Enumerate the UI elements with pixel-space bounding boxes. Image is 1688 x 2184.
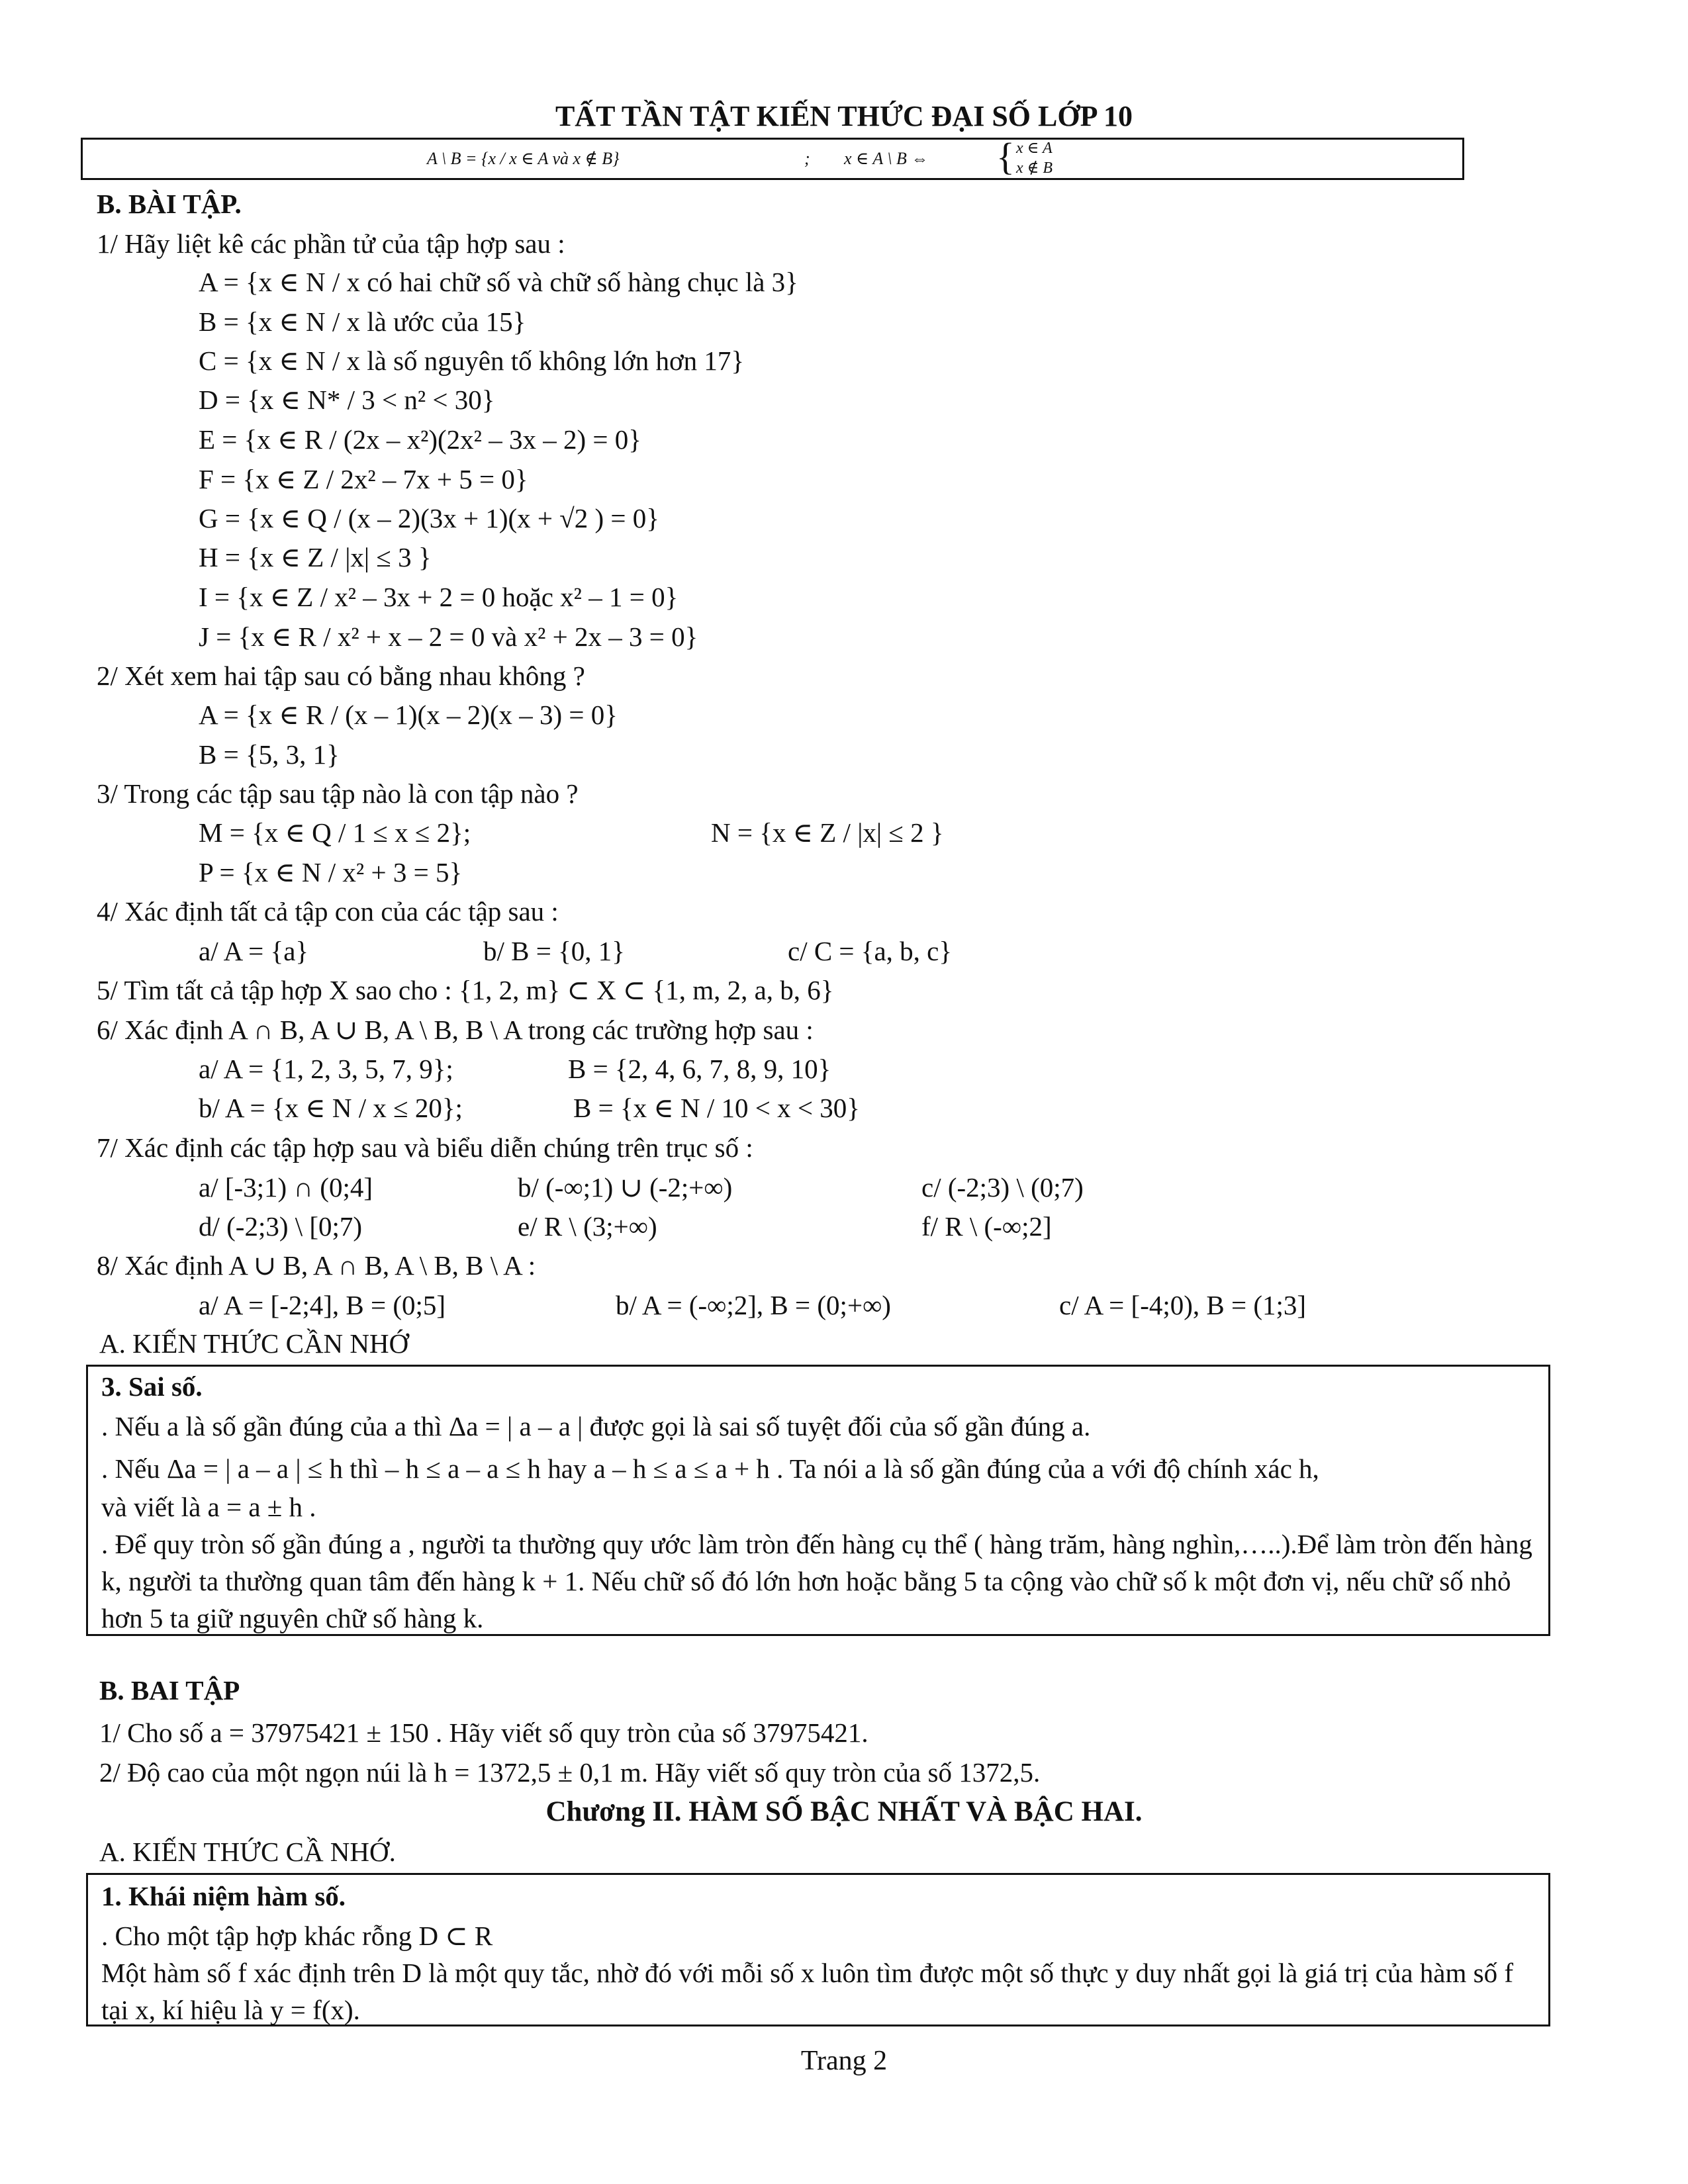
brace-icon: { xyxy=(996,135,1015,178)
b2-question-1: 1/ Cho số a = 37975421 ± 150 . Hãy viết số quy tròn của số 37975421. xyxy=(99,1717,868,1748)
q1-item-c: C = {x ∈ N / x là số nguyên tố không lớn hơn 17} xyxy=(199,345,745,376)
section-b2-heading: B. BAI TẬP xyxy=(99,1675,240,1706)
q6-b-set-b: B = {x ∈ N / 10 < x < 30} xyxy=(573,1093,860,1123)
error-box xyxy=(86,1365,1550,1636)
q1-item-d: D = {x ∈ N* / 3 < n² < 30} xyxy=(199,385,495,415)
q1-item-i: I = {x ∈ Z / x² – 3x + 2 = 0 hoặc x² – 1 = 0} xyxy=(199,582,679,612)
q1-item-f: F = {x ∈ Z / 2x² – 7x + 5 = 0} xyxy=(199,464,528,494)
q1-item-g: G = {x ∈ Q / (x – 2)(3x + 1)(x + √2 ) = 0} xyxy=(199,503,659,533)
q7-part-f: f/ R \ (-∞;2] xyxy=(921,1211,1052,1242)
question-2: 2/ Xét xem hai tập sau có bằng nhau không ? xyxy=(97,660,585,691)
question-4: 4/ Xác định tất cả tập con của các tập sau : xyxy=(97,896,559,927)
q7-part-e: e/ R \ (3;+∞) xyxy=(518,1211,657,1242)
question-1: 1/ Hãy liệt kê các phần tử của tập hợp sau : xyxy=(97,228,565,259)
q4-part-b: b/ B = {0, 1} xyxy=(483,936,625,966)
function-box xyxy=(86,1873,1550,2026)
q7-part-c: c/ (-2;3) \ (0;7) xyxy=(921,1172,1084,1203)
formula-brace-top: x ∈ A xyxy=(1016,140,1053,157)
q1-item-e: E = {x ∈ R / (2x – x²)(2x² – 3x – 2) = 0} xyxy=(199,424,641,455)
q1-item-a: A = {x ∈ N / x có hai chữ số và chữ số hàng chục là 3} xyxy=(199,267,798,297)
q7-part-b: b/ (-∞;1) ∪ (-2;+∞) xyxy=(518,1172,733,1203)
chapter-subheading: A. KIẾN THỨC CẦ NHỚ. xyxy=(99,1837,396,1867)
formula-brace-bottom: x ∉ B xyxy=(1016,159,1053,177)
error-para-4: . Để quy tròn số gần đúng a , người ta thường quy ước làm tròn đến hàng cụ thể ( hàng trăm, hàng nghìn,…..).Để làm tròn đến hàng k, người ta thường quan tâm đến hàng k + 1. Nếu chữ số đó lớn hơn hoặc bằng 5 ta cộng vào chữ số k một đơn vị, nếu chữ số nhỏ hơn 5 ta giữ nguyên chữ số hàng k. xyxy=(101,1529,1532,1633)
q6-b-set-a: b/ A = {x ∈ N / x ≤ 20}; xyxy=(199,1093,463,1123)
q8-part-b: b/ A = (-∞;2], B = (0;+∞) xyxy=(616,1290,891,1320)
error-para-1: . Nếu a là số gần đúng của a thì Δa = | a – a | được gọi là sai số tuyệt đối của số gần đúng a. xyxy=(101,1411,1091,1441)
formula-right: x ∈ A \ B ⇔ xyxy=(844,149,929,168)
section-a-heading: A. KIẾN THỨC CẦN NHỚ xyxy=(99,1328,409,1359)
q2-item-a: A = {x ∈ R / (x – 1)(x – 2)(x – 3) = 0} xyxy=(199,700,618,730)
page-title: TẤT TẦN TẬT KIẾN THỨC ĐẠI SỐ LỚP 10 xyxy=(555,100,1133,132)
q3-set-n: N = {x ∈ Z / |x| ≤ 2 } xyxy=(711,817,944,848)
formula-separator: ; xyxy=(804,149,810,168)
q3-set-p: P = {x ∈ N / x² + 3 = 5} xyxy=(199,857,463,887)
q4-part-c: c/ C = {a, b, c} xyxy=(788,936,953,966)
question-3: 3/ Trong các tập sau tập nào là con tập nào ? xyxy=(97,778,579,809)
function-line-1: . Cho một tập hợp khác rỗng D ⊂ R xyxy=(101,1921,493,1951)
b2-question-2: 2/ Độ cao của một ngọn núi là h = 1372,5 ± 0,1 m. Hãy viết số quy tròn của số 1372,5. xyxy=(99,1757,1041,1788)
q8-part-a: a/ A = [-2;4], B = (0;5] xyxy=(199,1290,446,1320)
page-number: Trang 2 xyxy=(800,2046,888,2076)
q7-part-d: d/ (-2;3) \ [0;7) xyxy=(199,1211,363,1242)
formula-box xyxy=(81,135,1464,180)
q6-a-set-b: B = {2, 4, 6, 7, 8, 9, 10} xyxy=(568,1054,831,1084)
q1-item-j: J = {x ∈ R / x² + x – 2 = 0 và x² + 2x – 3 = 0} xyxy=(199,621,698,652)
q2-item-b: B = {5, 3, 1} xyxy=(199,739,340,770)
error-para-2: . Nếu Δa = | a – a | ≤ h thì – h ≤ a – a ≤ h hay a – h ≤ a ≤ a + h . Ta nói a là số gần đúng của a với độ chính xác h, xyxy=(101,1453,1319,1484)
function-line-2: Một hàm số f xác định trên D là một quy tắc, nhờ đó với mỗi số x luôn tìm được một số thực y duy nhất gọi là giá trị của hàm số f tại x, kí hiệu là y = f(x). xyxy=(101,1958,1513,2025)
error-box-title: 3. Sai số. xyxy=(101,1371,203,1402)
q3-set-m: M = {x ∈ Q / 1 ≤ x ≤ 2}; xyxy=(199,817,471,848)
chapter-title: Chương II. HÀM SỐ BẬC NHẤT VÀ BẬC HAI. xyxy=(545,1796,1143,1827)
error-para-3: và viết là a = a ± h . xyxy=(101,1492,316,1522)
q8-part-c: c/ A = [-4;0), B = (1;3] xyxy=(1059,1290,1307,1320)
q6-a-set-a: a/ A = {1, 2, 3, 5, 7, 9}; xyxy=(199,1054,453,1084)
q7-part-a: a/ [-3;1) ∩ (0;4] xyxy=(199,1172,373,1203)
question-8: 8/ Xác định A ∪ B, A ∩ B, A \ B, B \ A : xyxy=(97,1250,536,1281)
question-6: 6/ Xác định A ∩ B, A ∪ B, A \ B, B \ A trong các trường hợp sau : xyxy=(97,1015,814,1045)
q4-part-a: a/ A = {a} xyxy=(199,936,309,966)
q1-item-b: B = {x ∈ N / x là ước của 15} xyxy=(199,306,526,337)
question-7: 7/ Xác định các tập hợp sau và biểu diễn chúng trên trục số : xyxy=(97,1132,753,1163)
formula-left: A \ B = {x / x ∈ A và x ∉ B} xyxy=(427,149,620,168)
question-5: 5/ Tìm tất cả tập hợp X sao cho : {1, 2, m} ⊂ X ⊂ {1, m, 2, a, b, 6} xyxy=(97,975,834,1005)
section-b-heading: B. BÀI TẬP. xyxy=(97,189,242,219)
function-box-title: 1. Khái niệm hàm số. xyxy=(101,1881,346,1911)
q1-item-h: H = {x ∈ Z / |x| ≤ 3 } xyxy=(199,542,432,572)
